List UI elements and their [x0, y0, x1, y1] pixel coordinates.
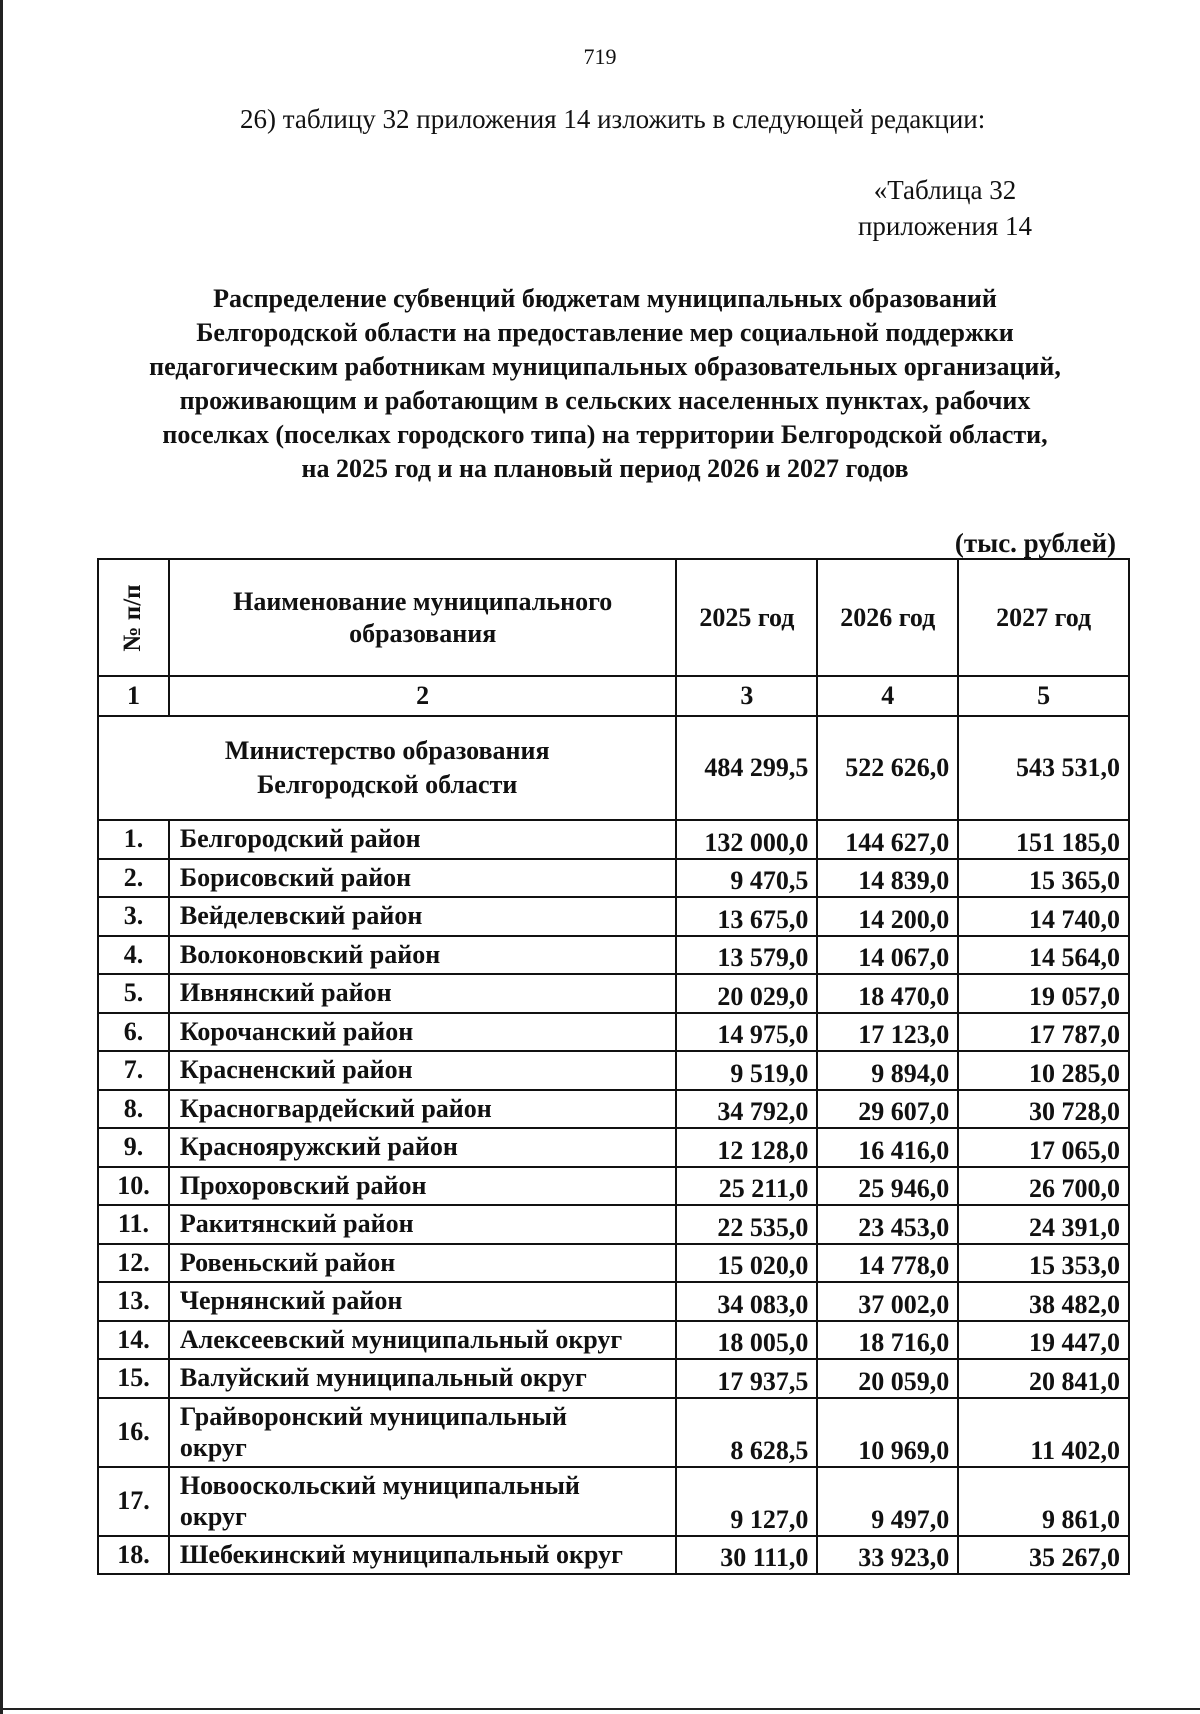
title-line: проживающим и работающим в сельских населенных пунктах, рабочих — [179, 386, 1031, 415]
header-2026: 2026 год — [817, 559, 958, 676]
instruction-text: 26) таблицу 32 приложения 14 изложить в следующей редакции: — [240, 104, 986, 134]
table-row — [98, 1013, 1129, 1052]
row-name: Красногвардейский район — [169, 1090, 677, 1129]
column-number: 2 — [169, 676, 677, 716]
row-2026: 25 946,0 — [817, 1167, 958, 1206]
row-2027: 20 841,0 — [958, 1359, 1129, 1398]
row-name-line1: Грайворонский муниципальный — [179, 1402, 567, 1431]
table-row — [98, 1398, 1129, 1467]
row-2027: 17 787,0 — [958, 1013, 1129, 1052]
row-2027: 15 353,0 — [958, 1244, 1129, 1283]
table-row — [98, 859, 1129, 898]
table-header-row — [98, 559, 1129, 676]
row-2025: 22 535,0 — [676, 1205, 817, 1244]
row-2026: 14 067,0 — [817, 936, 958, 975]
row-2026: 144 627,0 — [817, 820, 958, 859]
row-2026: 37 002,0 — [817, 1282, 958, 1321]
row-2027: 24 391,0 — [958, 1205, 1129, 1244]
header-2027: 2027 год — [958, 559, 1129, 676]
row-index: 13. — [98, 1282, 169, 1321]
table-row — [98, 1244, 1129, 1283]
row-2025: 8 628,5 — [676, 1398, 817, 1467]
document-title — [90, 282, 1120, 486]
row-2025: 12 128,0 — [676, 1128, 817, 1167]
header-name-line2: образования — [349, 618, 497, 648]
row-name: Шебекинский муниципальный округ — [169, 1536, 677, 1575]
row-2026: 9 497,0 — [817, 1467, 958, 1536]
table-row — [98, 1321, 1129, 1360]
row-index: 3. — [98, 897, 169, 936]
row-2027: 15 365,0 — [958, 859, 1129, 898]
row-2025: 30 111,0 — [676, 1536, 817, 1575]
row-2027: 30 728,0 — [958, 1090, 1129, 1129]
table-row — [98, 936, 1129, 975]
row-index: 4. — [98, 936, 169, 975]
row-2026: 9 894,0 — [817, 1051, 958, 1090]
table-row — [98, 974, 1129, 1013]
title-line: поселках (поселках городского типа) на территории Белгородской области, — [162, 420, 1048, 449]
row-2025: 34 792,0 — [676, 1090, 817, 1129]
row-2025: 9 127,0 — [676, 1467, 817, 1536]
subvention-table — [97, 558, 1130, 1575]
row-name-line1: Новооскольский муниципальный — [179, 1471, 580, 1500]
row-name: Волоконовский район — [169, 936, 677, 975]
row-2027: 38 482,0 — [958, 1282, 1129, 1321]
row-name: Прохоровский район — [169, 1167, 677, 1206]
header-name — [169, 559, 677, 676]
row-2025: 9 519,0 — [676, 1051, 817, 1090]
ministry-name-line2: Белгородской области — [257, 770, 518, 799]
table-row — [98, 1128, 1129, 1167]
row-2027: 11 402,0 — [958, 1398, 1129, 1467]
row-2026: 16 416,0 — [817, 1128, 958, 1167]
row-name-line2: округ — [179, 1433, 247, 1462]
row-2026: 14 839,0 — [817, 859, 958, 898]
row-2027: 17 065,0 — [958, 1128, 1129, 1167]
header-name-line1: Наименование муниципального — [233, 586, 613, 616]
row-name — [169, 1467, 677, 1536]
row-name-line2: округ — [179, 1502, 247, 1531]
header-2025: 2025 год — [676, 559, 817, 676]
table-label-line1: «Таблица 32 — [873, 175, 1017, 205]
row-index: 7. — [98, 1051, 169, 1090]
row-name: Алексеевский муниципальный округ — [169, 1321, 677, 1360]
column-number: 5 — [958, 676, 1129, 716]
ministry-name — [98, 716, 676, 820]
ministry-2025: 484 299,5 — [676, 716, 817, 820]
ministry-total-row — [98, 716, 1129, 820]
table-row — [98, 897, 1129, 936]
row-2025: 15 020,0 — [676, 1244, 817, 1283]
table-row — [98, 820, 1129, 859]
row-name: Ивнянский район — [169, 974, 677, 1013]
table-row — [98, 1167, 1129, 1206]
row-index: 1. — [98, 820, 169, 859]
row-index: 5. — [98, 974, 169, 1013]
row-2027: 14 564,0 — [958, 936, 1129, 975]
units-label: (тыс. рублей) — [954, 528, 1116, 558]
row-index: 2. — [98, 859, 169, 898]
row-2025: 17 937,5 — [676, 1359, 817, 1398]
table-label-line2: приложения 14 — [857, 211, 1032, 241]
row-index: 6. — [98, 1013, 169, 1052]
row-2026: 29 607,0 — [817, 1090, 958, 1129]
column-number: 4 — [817, 676, 958, 716]
row-2025: 20 029,0 — [676, 974, 817, 1013]
row-index: 10. — [98, 1167, 169, 1206]
row-2026: 33 923,0 — [817, 1536, 958, 1575]
page-number: 719 — [583, 44, 617, 69]
header-number-text: № п/п — [119, 583, 147, 652]
row-2027: 19 447,0 — [958, 1321, 1129, 1360]
row-2027: 10 285,0 — [958, 1051, 1129, 1090]
header-number — [98, 559, 169, 676]
scan-bottom-edge — [0, 1708, 1200, 1710]
row-index: 18. — [98, 1536, 169, 1575]
row-index: 17. — [98, 1467, 169, 1536]
row-index: 14. — [98, 1321, 169, 1360]
table-row — [98, 1205, 1129, 1244]
row-2026: 23 453,0 — [817, 1205, 958, 1244]
row-2026: 14 778,0 — [817, 1244, 958, 1283]
row-2027: 19 057,0 — [958, 974, 1129, 1013]
title-line: Белгородской области на предоставление мер социальной поддержки — [196, 318, 1014, 347]
column-number: 1 — [98, 676, 169, 716]
row-index: 12. — [98, 1244, 169, 1283]
row-name: Красненский район — [169, 1051, 677, 1090]
row-index: 15. — [98, 1359, 169, 1398]
row-2025: 9 470,5 — [676, 859, 817, 898]
row-2027: 26 700,0 — [958, 1167, 1129, 1206]
ministry-name-line1: Министерство образования — [224, 736, 550, 765]
row-2025: 34 083,0 — [676, 1282, 817, 1321]
row-2026: 20 059,0 — [817, 1359, 958, 1398]
table-row — [98, 1051, 1129, 1090]
row-2025: 132 000,0 — [676, 820, 817, 859]
row-name: Ровеньский район — [169, 1244, 677, 1283]
ministry-2027: 543 531,0 — [958, 716, 1129, 820]
column-number: 3 — [676, 676, 817, 716]
table-row — [98, 1536, 1129, 1575]
row-2026: 17 123,0 — [817, 1013, 958, 1052]
row-index: 16. — [98, 1398, 169, 1467]
row-name: Краснояружский район — [169, 1128, 677, 1167]
row-index: 8. — [98, 1090, 169, 1129]
row-2027: 14 740,0 — [958, 897, 1129, 936]
row-name: Ракитянский район — [169, 1205, 677, 1244]
row-2025: 14 975,0 — [676, 1013, 817, 1052]
row-2026: 18 716,0 — [817, 1321, 958, 1360]
row-2026: 18 470,0 — [817, 974, 958, 1013]
row-2027: 151 185,0 — [958, 820, 1129, 859]
table-label — [858, 172, 1032, 244]
row-name — [169, 1398, 677, 1467]
row-2025: 25 211,0 — [676, 1167, 817, 1206]
scan-left-edge — [0, 0, 3, 1714]
row-index: 9. — [98, 1128, 169, 1167]
row-2026: 14 200,0 — [817, 897, 958, 936]
row-2025: 13 579,0 — [676, 936, 817, 975]
row-2025: 18 005,0 — [676, 1321, 817, 1360]
title-line: педагогическим работникам муниципальных образовательных организаций, — [149, 352, 1061, 381]
row-2027: 35 267,0 — [958, 1536, 1129, 1575]
column-number-row — [98, 676, 1129, 716]
row-2026: 10 969,0 — [817, 1398, 958, 1467]
row-name: Белгородский район — [169, 820, 677, 859]
title-line: Распределение субвенций бюджетам муниципальных образований — [213, 284, 997, 313]
title-line: на 2025 год и на плановый период 2026 и 2027 годов — [301, 454, 909, 483]
table-row — [98, 1359, 1129, 1398]
row-name: Корочанский район — [169, 1013, 677, 1052]
row-index: 11. — [98, 1205, 169, 1244]
ministry-2026: 522 626,0 — [817, 716, 958, 820]
row-name: Валуйский муниципальный округ — [169, 1359, 677, 1398]
table-row — [98, 1282, 1129, 1321]
row-2027: 9 861,0 — [958, 1467, 1129, 1536]
row-2025: 13 675,0 — [676, 897, 817, 936]
table-row — [98, 1467, 1129, 1536]
table-row — [98, 1090, 1129, 1129]
row-name: Вейделевский район — [169, 897, 677, 936]
row-name: Борисовский район — [169, 859, 677, 898]
row-name: Чернянский район — [169, 1282, 677, 1321]
